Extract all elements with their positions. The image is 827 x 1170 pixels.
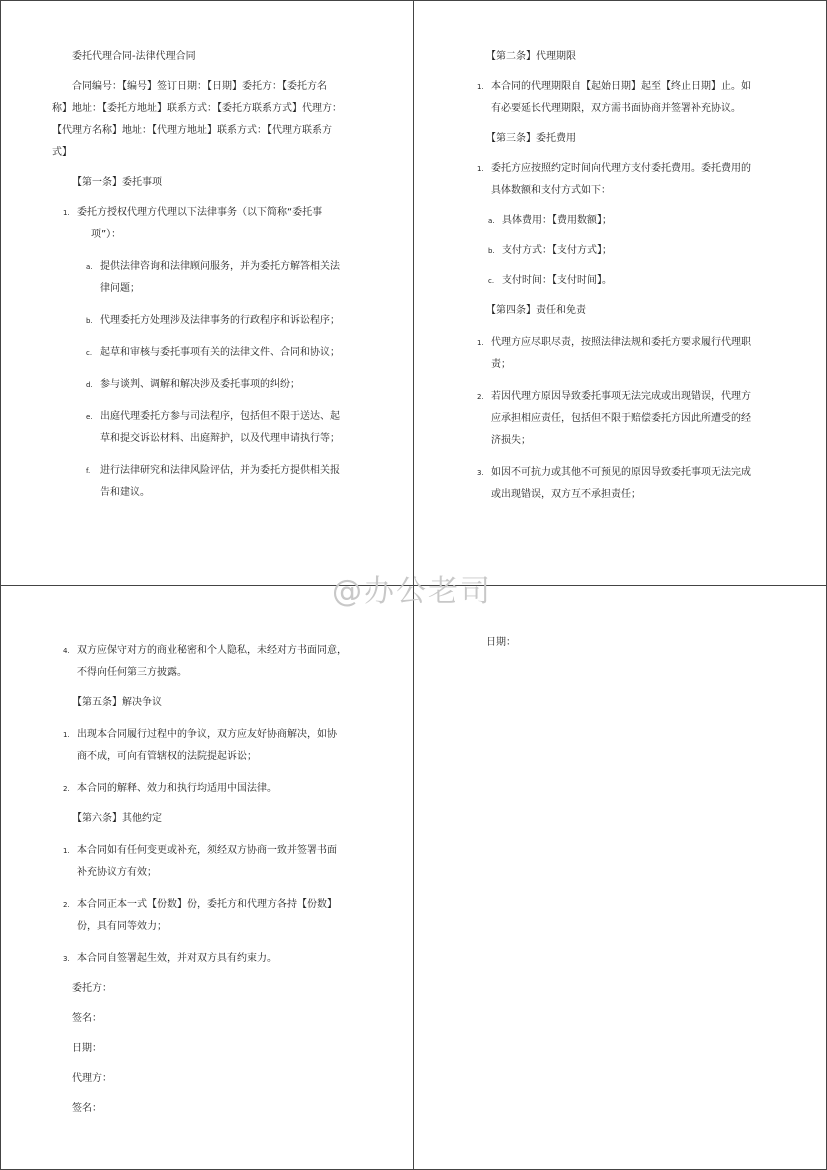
page-3 (52, 632, 412, 1120)
list-item (63, 724, 412, 768)
list-item (63, 894, 412, 938)
list-number: d. (86, 381, 93, 389)
list-item (477, 158, 786, 202)
list-item (86, 310, 412, 332)
section-heading: 【第五条】解决争议 (72, 697, 162, 708)
list-number: 2. (63, 901, 70, 909)
contract-intro: 合同编号：【编号】签订日期：【日期】委托方：【委托方名 称】地址：【委托方地址】联系方式：【委托方联系方式】代理方： 【代理方名称】地址：【代理方地址】联系方式：【代理方联系方 式】 (52, 81, 342, 158)
list-item-text: 双方应保守对方的商业秘密和个人隐私，未经对方书面同意， (77, 645, 347, 656)
signature-line: 签名： (72, 1103, 102, 1114)
list-number: 3. (63, 955, 70, 963)
list-item-text: 起草和审核与委托事项有关的法律文件、合同和协议； (100, 347, 340, 358)
section-heading: 【第四条】责任和免责 (486, 305, 586, 316)
list-item-text: 应承担相应责任，包括但不限于赔偿委托方因此所遭受的经 (491, 413, 751, 424)
list-item-text: 支付方式：【支付方式】； (502, 245, 612, 256)
list-item-text: 若因代理方原因导致委托事项无法完成或出现错误，代理方 (491, 391, 751, 402)
list-item (488, 270, 786, 292)
list-number: 1. (477, 339, 484, 347)
list-item (477, 76, 786, 120)
list-item (63, 640, 412, 684)
list-item-text: 或出现错误，双方互不承担责任； (491, 489, 641, 500)
page-1 (52, 46, 412, 504)
list-item-text: 本合同的代理期限自【起始日期】起至【终止日期】止。如 (491, 81, 751, 92)
list-number: c. (488, 277, 495, 285)
list-item (488, 240, 786, 262)
list-number: a. (86, 263, 93, 271)
list-item: 1. 委托方授权代理方代理以下法律事务（以下简称“委托事 项”）： (63, 207, 323, 240)
list-number: 2. (477, 393, 484, 401)
list-item-text: 出现本合同履行过程中的争议，双方应友好协商解决，如协 (77, 729, 337, 740)
section-heading: 【第二条】代理期限 (486, 51, 576, 62)
list-item-text: 本合同如有任何变更或补充，须经双方协商一致并签署书面 (77, 845, 337, 856)
list-item-text: 本合同的解释、效力和执行均适用中国法律。 (77, 783, 277, 794)
section-heading: 【第三条】委托费用 (486, 133, 576, 144)
list-number: 1. (63, 731, 70, 739)
list-item-text: 律问题； (100, 283, 140, 294)
list-item (86, 406, 412, 450)
list-item-text: 草和提交诉讼材料、出庭辩护，以及代理申请执行等； (100, 433, 340, 444)
list-item-text: 提供法律咨询和法律顾问服务，并为委托方解答相关法 (100, 261, 340, 272)
list-number: c. (86, 349, 93, 357)
list-item (477, 332, 786, 376)
list-number: 2. (63, 785, 70, 793)
list-item (86, 256, 412, 300)
list-item-text: 商不成，可向有管辖权的法院提起诉讼； (77, 751, 257, 762)
list-item (488, 210, 786, 232)
signature-line: 委托方： (72, 983, 112, 994)
list-item-text: 告和建议。 (100, 487, 150, 498)
list-item-text: 出庭代理委托方参与司法程序，包括但不限于送达、起 (100, 411, 340, 422)
list-item-text: 委托方应按照约定时间向代理方支付委托费用。委托费用的 (491, 163, 751, 174)
list-item-text: 本合同自签署起生效，并对双方具有约束力。 (77, 953, 277, 964)
signature-line: 签名： (72, 1013, 102, 1024)
signature-line: 日期： (72, 1043, 102, 1054)
list-item-text: 不得向任何第三方披露。 (77, 667, 187, 678)
section-heading: 【第一条】委托事项 (72, 177, 162, 188)
list-item-text: 责； (491, 359, 511, 370)
signature-line: 代理方： (72, 1073, 112, 1084)
list-item-text: 进行法律研究和法律风险评估，并为委托方提供相关报 (100, 465, 340, 476)
list-number: 1. (477, 83, 484, 91)
list-number: 1. (63, 847, 70, 855)
list-number: e. (86, 413, 93, 421)
list-item-text: 代理方应尽职尽责，按照法律法规和委托方要求履行代理职 (491, 337, 751, 348)
page-4 (466, 632, 826, 654)
page-2 (466, 46, 786, 506)
list-item-text: 具体数额和支付方式如下： (491, 185, 611, 196)
list-number: 3. (477, 469, 484, 477)
date-label: 日期： (486, 637, 516, 648)
list-item (86, 374, 412, 396)
list-item-text: 支付时间：【支付时间】。 (502, 275, 612, 286)
list-item-text: 济损失； (491, 435, 531, 446)
list-item-text: 如因不可抗力或其他不可预见的原因导致委托事项无法完成 (491, 467, 751, 478)
list-item-text: 参与谈判、调解和解决涉及委托事项的纠纷； (100, 379, 300, 390)
list-item (477, 462, 786, 506)
section-heading: 【第六条】其他约定 (72, 813, 162, 824)
list-item (477, 386, 786, 452)
list-number: b. (86, 317, 93, 325)
list-item-text: 本合同正本一式【份数】份，委托方和代理方各持【份数】 (77, 899, 337, 910)
watermark: @办公老司 (332, 574, 492, 609)
list-item-text: 有必要延长代理期限，双方需书面协商并签署补充协议。 (491, 103, 741, 114)
list-number: b. (488, 247, 495, 255)
contract-title: 委托代理合同-法律代理合同 (72, 51, 196, 62)
list-number: 1. (477, 165, 484, 173)
list-number: 4. (63, 647, 70, 655)
list-item (86, 460, 412, 504)
list-number: a. (488, 217, 495, 225)
list-item (63, 948, 412, 970)
list-item-text: 代理委托方处理涉及法律事务的行政程序和诉讼程序； (100, 315, 340, 326)
list-item (63, 840, 412, 884)
list-item (86, 342, 412, 364)
list-item-text: 补充协议方有效； (77, 867, 157, 878)
list-item-text: 具体费用：【费用数额】； (502, 215, 612, 226)
list-item-text: 份，具有同等效力； (77, 921, 167, 932)
list-item (63, 778, 412, 800)
list-number: f. (86, 467, 91, 475)
